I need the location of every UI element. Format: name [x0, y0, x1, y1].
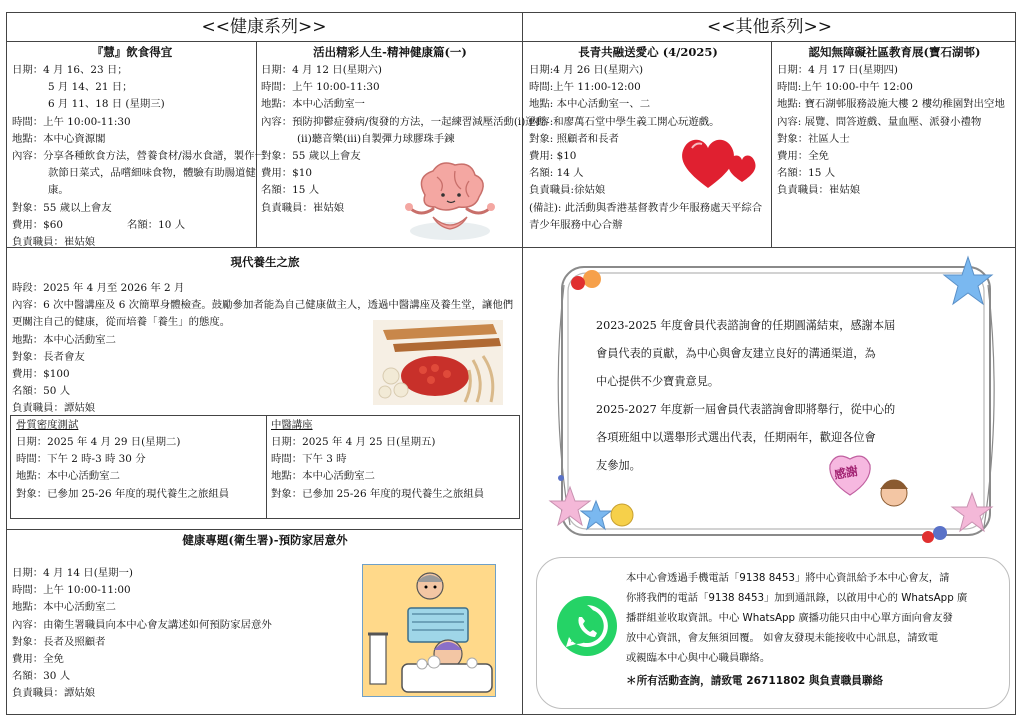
mental-target: 對象：55 歲以上會友: [261, 150, 361, 163]
diet-section: [12, 44, 265, 251]
mental-date: 日期：4 月 12 日(星期六): [261, 64, 382, 76]
home-target: 對象：長者及照顧者: [12, 635, 106, 648]
bone-section: [16, 417, 264, 503]
notice-line-5: 各項班組中以選舉形式選出代表，任期兩年，歡迎各位會: [596, 431, 876, 444]
elder-staff: 負責職員:徐姑娘: [529, 184, 606, 197]
elder-fee: 費用: $10: [529, 150, 577, 163]
brain-meditation-illustration: [395, 155, 505, 243]
elder-place: 地點: 本中心活動室一、二: [529, 98, 651, 111]
bone-target: 對象：已參加 25-26 年度的現代養生之旅組員: [16, 487, 230, 500]
mental-content: 內容：預防抑鬱症發病/復發的方法，一起練習減壓活動(i)運動(ii)聽音樂(iii)自製彈力球膠珠手鍊: [261, 115, 547, 145]
dementia-title: 認知無障礙社區教育展(寶石湖邨): [808, 45, 981, 59]
notice-line-6: 友參加。: [596, 459, 641, 472]
health-series-header: <<健康系列>>: [201, 17, 327, 37]
home-quota: 名額：30 人: [12, 670, 71, 683]
whatsapp-line-3: 播群組並收取資訊。中心 WhatsApp 廣播功能只由中心單方面向會友發: [626, 612, 953, 624]
wellness-sub-divider: [266, 415, 267, 519]
mental-fee: 費用：$10: [261, 167, 313, 180]
divider-other-top: [771, 41, 772, 247]
elder-target: 對象: 照顧者和長者: [529, 132, 619, 145]
diet-quota: 名額：10 人: [127, 218, 186, 231]
other-series-header: <<其他系列>>: [707, 17, 832, 37]
notice-text: [596, 312, 976, 480]
elder-date: 日期:4 月 26 日(星期六): [529, 64, 644, 76]
diet-title: 『慧』飲食得宜: [91, 45, 173, 59]
wellness-place: 地點：本中心活動室二: [12, 333, 116, 346]
notice-line-4: 2025-2027 年度新一屆會員代表諮詢會即將舉行，從中心的: [596, 403, 896, 416]
elder-time: 時間:上午 11:00-12:00: [529, 81, 641, 94]
mental-title: 活出精彩人生-精神健康篇(一): [313, 45, 467, 59]
tcm-place: 地點：本中心活動室二: [271, 470, 375, 483]
notice-line-3: 中心提供不少寶貴意見。: [596, 375, 720, 388]
wellness-fee: 費用：$100: [12, 368, 70, 381]
tcm-title: 中醫講座: [271, 419, 313, 431]
mental-time: 時間：上午 10:00-11:30: [261, 81, 380, 94]
hearts-icon: [678, 132, 760, 192]
elder-remark: (備註): 此活動與香港基督教青少年服務處天平綜合青少年服務中心合辦: [529, 201, 763, 231]
diet-time: 時間：上午 10:00-11:30: [12, 115, 131, 128]
tcm-section: [271, 417, 517, 503]
enquiry-line: ＊所有活動查詢，請致電 26711802 與負責職員聯絡: [626, 675, 884, 687]
diet-target: 對象：55 歲以上會友: [12, 201, 112, 214]
divider-header: [6, 41, 1016, 42]
tcm-target: 對象：已參加 25-26 年度的現代養生之旅組員: [271, 487, 485, 500]
divider-row2-left: [6, 529, 522, 530]
wellness-quota: 名額：50 人: [12, 385, 71, 398]
dementia-target: 對象：社區人士: [777, 132, 850, 145]
elder-title: 長青共融送愛心 (4/2025): [578, 45, 718, 59]
dementia-section: [777, 44, 1012, 200]
bone-title: 骨質密度測試: [16, 419, 79, 431]
mental-quota: 名額：15 人: [261, 184, 320, 197]
wellness-title: 現代養生之旅: [230, 255, 300, 269]
notice-line-1: 2023-2025 年度會員代表諮詢會的任期圓滿結束，感謝本屆: [596, 319, 896, 332]
whatsapp-line-1: 本中心會透過手機電話「9138 8453」將中心資訊給予本中心會友，請: [626, 572, 950, 584]
divider-health-top: [256, 41, 257, 247]
home-staff: 負責職員：譚姑娘: [12, 687, 96, 700]
diet-staff: 負責職員：崔姑娘: [12, 236, 96, 249]
elder-content: 內容:和廖萬石堂中學生義工開心玩遊戲。: [529, 115, 720, 128]
whatsapp-line-2: 你將我們的電話「9138 8453」加到通訊錄，以啟用中心的 WhatsApp 廣: [626, 592, 968, 604]
bone-place: 地點：本中心活動室二: [16, 470, 120, 483]
wellness-staff: 負責職員：譚姑娘: [12, 402, 96, 415]
elder-quota: 名額: 14 人: [529, 167, 584, 180]
dementia-time: 時間:上午 10:00-中午 12:00: [777, 81, 913, 94]
wellness-period: 時段：2025 年 4 月至 2026 年 2 月: [12, 282, 185, 294]
home-content: 內容：由衛生署職員向本中心會友講述如何預防家居意外: [12, 618, 272, 631]
diet-fee: 費用：$60: [12, 218, 64, 231]
dementia-staff: 負責職員：崔姑娘: [777, 184, 861, 197]
diet-date-1: [12, 62, 252, 79]
bone-time: 時間：下午 2 時-3 時 30 分: [16, 453, 146, 466]
wellness-content: 內容：6 次中醫講座及 6 次簡單身體檢查。鼓勵參加者能為自己健康做主人，透過中醫講座及養生堂，讓他們更關注自己的健康，從而培養「養生」的態度。: [12, 299, 514, 329]
home-fee: 費用：全免: [12, 653, 64, 666]
home-time: 時間：上午 10:00-11:00: [12, 584, 131, 597]
mental-staff: 負責職員：崔姑娘: [261, 201, 345, 214]
tcm-time: 時間：下午 3 時: [271, 453, 347, 466]
diet-date-3: 6 月 11、18 日 (星期三): [48, 98, 165, 111]
dementia-date: 日期：4 月 17 日(星期四): [777, 64, 898, 76]
diet-fee-quota: [12, 217, 252, 234]
dementia-fee: 費用：全免: [777, 150, 829, 163]
whatsapp-line-4: 放中心資訊，會友無須回覆。 如會友發現未能接收中心訊息，請致電: [626, 632, 939, 644]
dementia-content: 內容: 展覽、問答遊戲、量血壓、派發小禮物: [777, 115, 982, 128]
diet-content: 內容：分享各種飲食方法，營養食材/湯水食譜，製作一款節日菜式，品嚐細味食物，體驗有助腸道健康。: [12, 150, 265, 197]
mental-place: 地點：本中心活動室一: [261, 98, 365, 111]
diet-date-label: 日期：: [12, 64, 44, 76]
home-place: 地點：本中心活動室二: [12, 601, 116, 614]
bath-safety-illustration: [362, 564, 496, 697]
home-date: 日期：4 月 14 日(星期一): [12, 567, 133, 579]
whatsapp-icon: [554, 593, 620, 659]
whatsapp-line-5: 或親臨本中心與中心職員聯絡。: [626, 652, 771, 664]
home-title: 健康專題(衛生署)-預防家居意外: [182, 533, 348, 547]
diet-date-line-1: 4 月 16、23 日；: [43, 64, 128, 76]
diet-date-2: 5 月 14、21 日；: [48, 81, 133, 94]
dementia-quota: 名額：15 人: [777, 167, 836, 180]
tcm-date: 日期：2025 年 4 月 25 日(星期五): [271, 436, 436, 448]
bone-date: 日期：2025 年 4 月 29 日(星期二): [16, 436, 181, 448]
whatsapp-text: [626, 568, 1006, 691]
thanks-sticker-text: 感謝: [833, 464, 860, 482]
dementia-place: 地點: 寶石湖邨服務設施大樓 2 樓幼稚園對出空地: [777, 98, 1005, 111]
herbs-image: [373, 320, 503, 405]
diet-place: 地點：本中心資源閣: [12, 132, 106, 145]
wellness-target: 對象：長者會友: [12, 350, 85, 363]
notice-line-2: 會員代表的貢獻，為中心與會友建立良好的溝通渠道，為: [596, 347, 876, 360]
